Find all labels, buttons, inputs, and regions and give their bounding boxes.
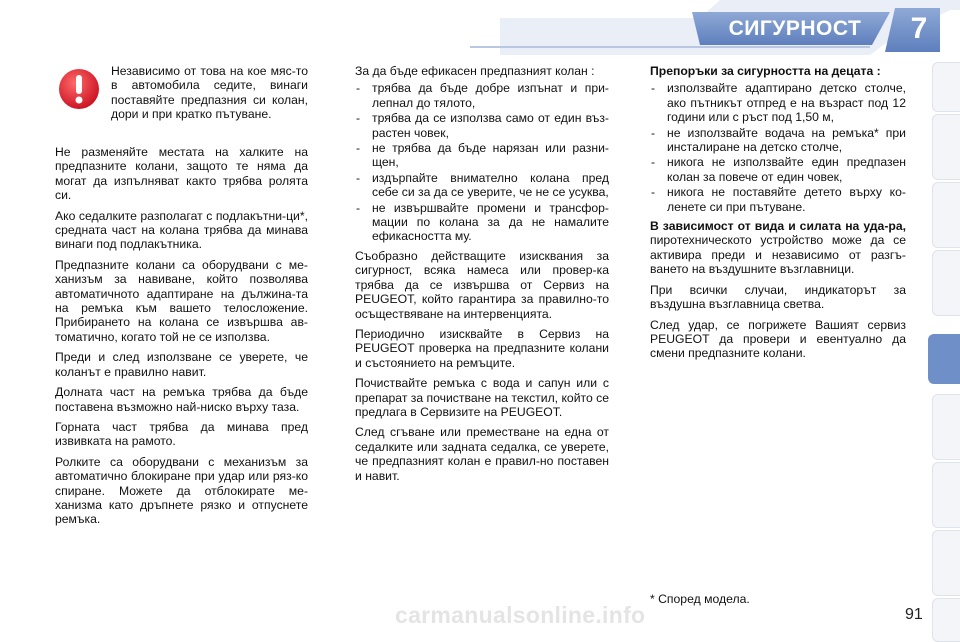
chapter-tab[interactable] (932, 250, 960, 316)
chapter-tab[interactable] (932, 114, 960, 180)
paragraph: Не разменяйте местата на халките на предпазните колани, защото те няма да могат да изпълняват както трябва ролята си. (55, 145, 308, 203)
chapter-tab-strip (928, 62, 960, 640)
paragraph: Преди и след използване се уверете, че коланът е правилно навит. (55, 350, 308, 379)
paragraph: Ролките са оборудвани с механизъм за автоматично блокиране при удар или ряз-ко спиране. Можете да отблокирате ме-ханизма като дръпнете рязко и отпуснете ремъка. (55, 454, 308, 527)
paragraph: Ако седалките разполагат с подлакътни-ци*, средната част на колана трябва да минава винаги под подлакътника. (55, 208, 308, 252)
paragraph: Долната част на ремъка трябва да бъде поставена възможно най-ниско върху таза. (55, 385, 308, 414)
list-item: - никога не използвайте един предпазен колан за повече от един човек, (650, 155, 906, 184)
chapter-tab[interactable] (932, 394, 960, 460)
chapter-tab-active[interactable] (928, 334, 960, 384)
chapter-tab[interactable] (932, 462, 960, 528)
chapter-tab[interactable] (932, 598, 960, 642)
chapter-tab[interactable] (932, 530, 960, 596)
paragraph: Горната част трябва да минава пред извивката на рамото. (55, 419, 308, 449)
paragraph (650, 219, 906, 277)
bullet-list (650, 81, 906, 214)
bold-lead: В зависимост от вида и силата на уда-ра, (650, 219, 906, 234)
paragraph: След удар, се погрижете Вашият сервиз PEUGEOT да провери и евентуално да смени предпазните колани. (650, 317, 906, 361)
section-heading: Препоръки за сигурността на децата : (650, 64, 881, 78)
paragraph: Съобразно действащите изисквания за сигурност, всяка намеса или провер-ка трябва да се извършва от Сервиз на PEUGEOT, който гарантира за правилно-то осъществяване на интервенцията. (355, 248, 609, 321)
middle-column (355, 64, 609, 489)
paragraph: След сгъване или преместване на една от седалките или задната седалка, се уверете, че предпазният колан е правил-но поставен и навит. (355, 425, 609, 483)
paragraph: При всички случаи, индикаторът за въздушна възглавница светва. (650, 282, 906, 312)
bullet-list (355, 81, 609, 243)
exclamation-warning-icon (57, 67, 101, 111)
list-item: - не трябва да бъде нарязан или разни-щен, (355, 141, 609, 170)
watermark: carmanualsonline.info (395, 602, 646, 628)
warning-text: Независимо от това на кое мяс-то в автомобила седите, винаги поставяйте предпазния си колан, дори и при кратко пътуване. (111, 64, 308, 122)
paragraph: Предпазните колани са оборудвани с ме-ханизъм за навиване, който позволява автоматичното адаптиране на дължина-та на ремъка към вашето телосложение. Прибирането на колана се извършва ав-томатично, когато той не се използва. (55, 257, 308, 344)
page-number: 91 (905, 606, 923, 623)
intro-text: За да бъде ефикасен предпазният колан : (355, 64, 595, 78)
chapter-number: 7 (910, 12, 928, 45)
list-item: - издърпайте внимателно колана пред себе си за да се уверите, че не се усуква, (355, 171, 609, 200)
right-column (650, 64, 906, 367)
left-column (55, 145, 308, 533)
paragraph: Периодично изисквайте в Сервиз на PEUGEOT проверка на предпазните колани и състоянието на ремъците. (355, 326, 609, 370)
list-item: - трябва да се използва само от един въз-растен човек, (355, 111, 609, 140)
chapter-tab[interactable] (932, 62, 960, 112)
list-item: - използвайте адаптирано детско столче, ако пътникът отпред е на възраст под 12 години или с ръст под 1,50 м, (650, 81, 906, 124)
list-item: - никога не поставяйте детето върху ко-ленете си при пътуване. (650, 185, 906, 214)
footnote: * Според модела. (650, 592, 750, 606)
list-item: - не използвайте водача на ремъка* при инсталиране на детско столче, (650, 126, 906, 155)
chapter-title: СИГУРНОСТ (728, 17, 862, 40)
paragraph: Почиствайте ремъка с вода и сапун или с препарат за почистване на текстил, който се предлага в Сервизите на PEUGEOT. (355, 376, 609, 419)
paragraph-rest: пиротехническото устройство може да се активира преди и независимо от разгъ-ването на въздушните възглавници. (650, 233, 906, 277)
list-item: - трябва да бъде добре изпънат и при-лепнал до тялото, (355, 81, 609, 110)
chapter-tab[interactable] (932, 182, 960, 248)
list-item: - не извършвайте промени и трансфор-мации по колана за да не намалите ефикасността му. (355, 201, 609, 244)
